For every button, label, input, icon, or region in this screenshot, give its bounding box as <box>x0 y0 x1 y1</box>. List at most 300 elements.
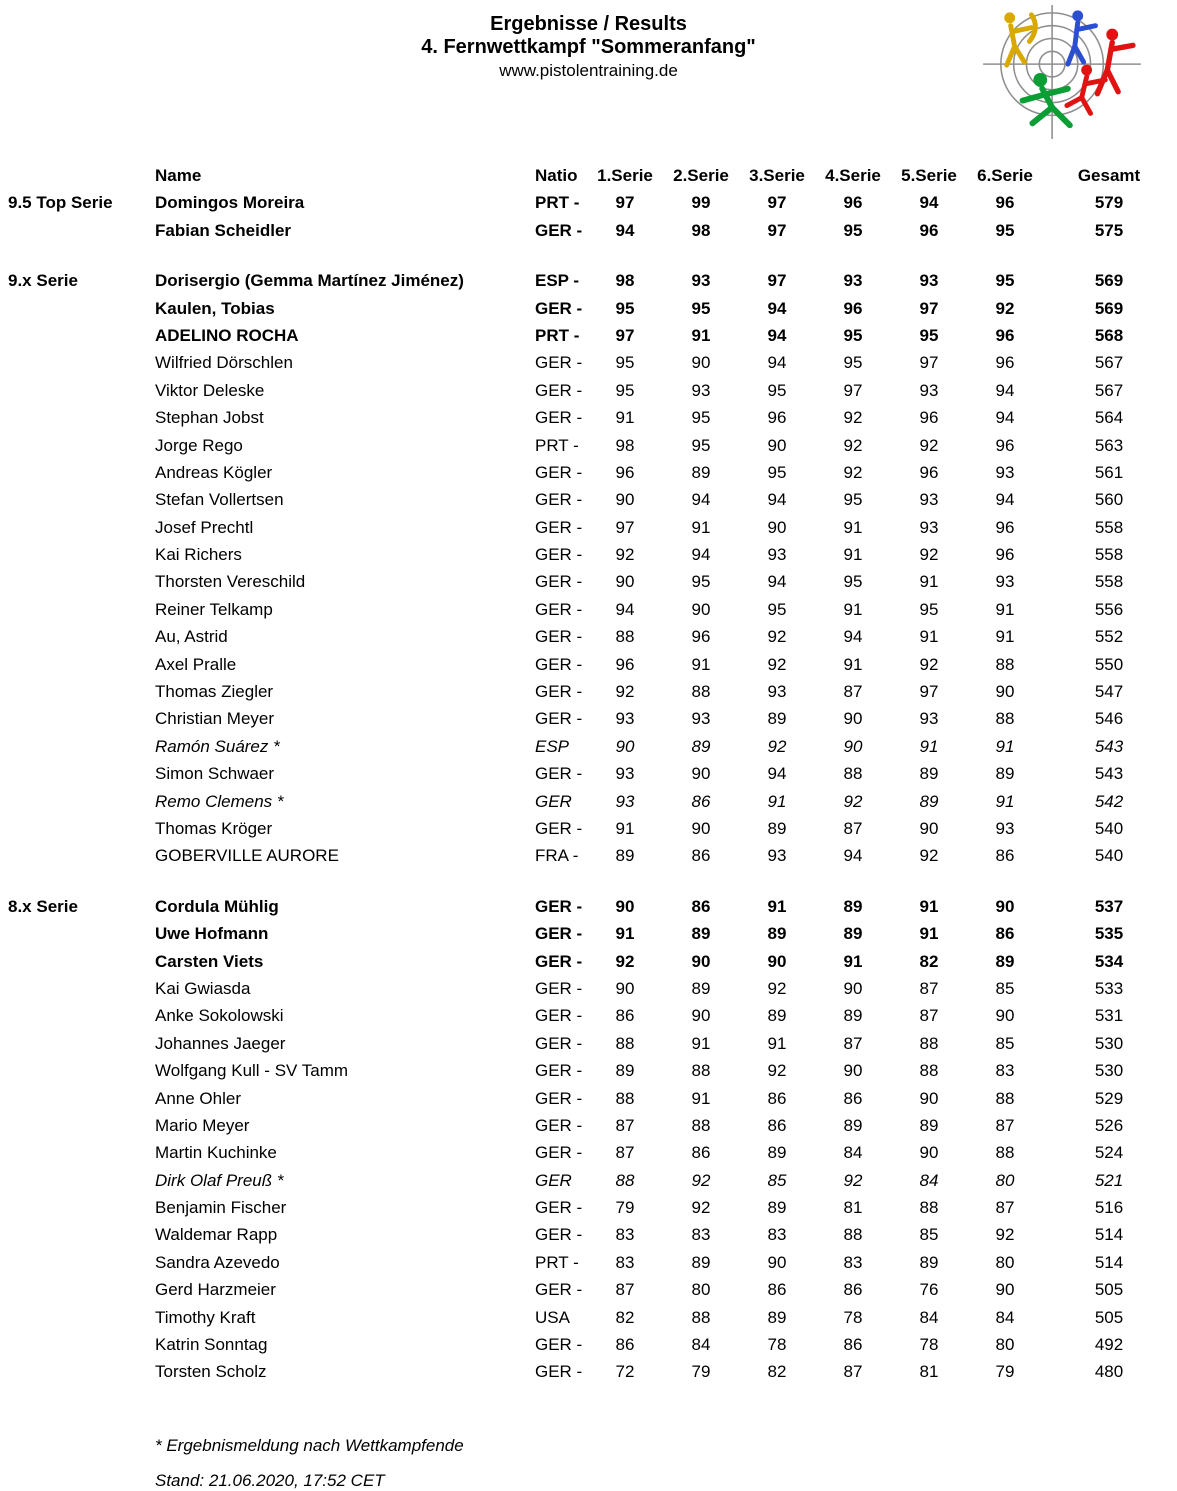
serie5-score: 87 <box>919 1006 939 1026</box>
table-row <box>8 1221 1177 1248</box>
serie4-score: 86 <box>843 1335 863 1355</box>
shooter-name: Fabian Scheidler <box>155 220 292 240</box>
serie1-score: 89 <box>615 1061 635 1081</box>
shooter-name: Anne Ohler <box>155 1088 241 1108</box>
serie3-score: 96 <box>767 408 787 428</box>
serie5-score: 78 <box>919 1335 939 1355</box>
shooter-name: Mario Meyer <box>155 1115 250 1135</box>
serie4-score: 90 <box>843 978 863 998</box>
serie6-score: 93 <box>995 818 1015 838</box>
serie1-score: 91 <box>615 818 635 838</box>
footer <box>0 1436 1177 1491</box>
serie1-score: 95 <box>615 298 635 318</box>
column-header-serie4: 4.Serie <box>825 166 881 185</box>
nation-code: USA <box>535 1307 570 1327</box>
serie5-score: 87 <box>919 978 939 998</box>
serie3-score: 95 <box>767 599 787 619</box>
table-row <box>8 760 1177 787</box>
serie6-score: 88 <box>995 654 1015 674</box>
serie6-score: 92 <box>995 1225 1015 1245</box>
serie3-score: 97 <box>767 271 787 291</box>
serie2-score: 95 <box>691 572 711 592</box>
serie4-score: 78 <box>843 1307 863 1327</box>
nation-code: GER - <box>535 1115 583 1135</box>
serie4-score: 89 <box>843 1006 863 1026</box>
nation-code: GER - <box>535 572 583 592</box>
serie6-score: 92 <box>995 298 1015 318</box>
serie6-score: 90 <box>995 682 1015 702</box>
serie6-score: 96 <box>995 325 1015 345</box>
serie4-score: 90 <box>843 736 863 756</box>
serie4-score: 81 <box>843 1198 863 1218</box>
total-score: 480 <box>1094 1362 1124 1382</box>
serie6-score: 94 <box>995 380 1015 400</box>
serie1-score: 87 <box>615 1115 635 1135</box>
serie6-score: 91 <box>995 791 1015 811</box>
serie5-score: 89 <box>919 791 939 811</box>
serie2-score: 84 <box>691 1335 711 1355</box>
serie5-score: 93 <box>919 271 939 291</box>
total-score: 505 <box>1094 1280 1124 1300</box>
serie4-score: 91 <box>843 545 863 565</box>
serie6-score: 89 <box>995 764 1015 784</box>
nation-code: GER - <box>535 1143 583 1163</box>
serie5-score: 82 <box>919 951 939 971</box>
serie6-score: 91 <box>995 736 1015 756</box>
table-row <box>8 1167 1177 1194</box>
serie6-score: 94 <box>995 408 1015 428</box>
table-row <box>8 486 1177 513</box>
serie4-score: 92 <box>843 791 863 811</box>
serie1-score: 93 <box>615 764 635 784</box>
serie6-score: 86 <box>995 924 1015 944</box>
serie2-score: 99 <box>691 193 711 213</box>
serie1-score: 90 <box>615 736 635 756</box>
shooter-name: Remo Clemens * <box>155 791 284 811</box>
serie2-score: 95 <box>691 408 711 428</box>
serie1-score: 88 <box>615 1170 635 1190</box>
column-header-name: Name <box>155 166 202 185</box>
shooter-name: Sandra Azevedo <box>155 1252 280 1272</box>
serie4-score: 92 <box>843 408 863 428</box>
serie4-score: 88 <box>843 1225 863 1245</box>
serie2-score: 95 <box>691 435 711 455</box>
nation-code: GER - <box>535 1280 583 1300</box>
nation-code: GER - <box>535 298 583 318</box>
table-row <box>8 623 1177 650</box>
shooter-pictogram-blue <box>1068 10 1096 64</box>
serie2-score: 86 <box>691 846 711 866</box>
serie6-score: 89 <box>995 951 1015 971</box>
serie4-score: 89 <box>843 896 863 916</box>
total-score: 563 <box>1094 435 1124 455</box>
serie3-score: 94 <box>767 353 787 373</box>
serie2-score: 94 <box>691 545 711 565</box>
shooter-name: Torsten Scholz <box>155 1362 267 1382</box>
nation-code: GER - <box>535 764 583 784</box>
serie2-score: 93 <box>691 709 711 729</box>
serie3-score: 95 <box>767 462 787 482</box>
serie3-score: 85 <box>767 1170 787 1190</box>
serie5-score: 92 <box>919 654 939 674</box>
group-label: 9.x Serie <box>8 271 78 291</box>
shooter-name: Martin Kuchinke <box>155 1143 277 1163</box>
nation-code: GER - <box>535 978 583 998</box>
red-shooter-head <box>1106 29 1118 41</box>
footnote: * Ergebnismeldung nach Wettkampfende <box>155 1435 464 1455</box>
serie4-score: 95 <box>843 572 863 592</box>
shooter-name: Thomas Ziegler <box>155 682 274 702</box>
serie1-score: 98 <box>615 435 635 455</box>
serie2-score: 90 <box>691 353 711 373</box>
shooter-name: Simon Schwaer <box>155 764 275 784</box>
serie5-score: 97 <box>919 298 939 318</box>
nation-code: GER - <box>535 517 583 537</box>
serie1-score: 92 <box>615 545 635 565</box>
shooter-name: Christian Meyer <box>155 709 275 729</box>
table-row <box>8 1249 1177 1276</box>
shooter-name: Dorisergio (Gemma Martínez Jiménez) <box>155 271 464 291</box>
serie1-score: 96 <box>615 654 635 674</box>
serie5-score: 94 <box>919 193 939 213</box>
serie4-score: 96 <box>843 298 863 318</box>
serie1-score: 87 <box>615 1280 635 1300</box>
table-row <box>8 1139 1177 1166</box>
serie5-score: 93 <box>919 517 939 537</box>
serie3-score: 95 <box>767 380 787 400</box>
total-score: 547 <box>1094 682 1124 702</box>
serie1-score: 83 <box>615 1252 635 1272</box>
serie1-score: 90 <box>615 572 635 592</box>
table-row <box>8 1194 1177 1221</box>
serie5-score: 92 <box>919 846 939 866</box>
serie1-score: 93 <box>615 709 635 729</box>
shooter-name: Anke Sokolowski <box>155 1006 284 1026</box>
table-row <box>8 322 1177 349</box>
serie3-score: 89 <box>767 818 787 838</box>
serie1-score: 90 <box>615 490 635 510</box>
blue-shooter-head <box>1072 10 1083 21</box>
nation-code: GER - <box>535 1061 583 1081</box>
serie6-score: 93 <box>995 572 1015 592</box>
serie4-score: 86 <box>843 1280 863 1300</box>
shooter-name: Dirk Olaf Preuß * <box>155 1170 284 1190</box>
serie3-score: 94 <box>767 764 787 784</box>
serie4-score: 95 <box>843 490 863 510</box>
serie5-score: 91 <box>919 572 939 592</box>
shooter-name: Stefan Vollertsen <box>155 490 284 510</box>
serie1-score: 92 <box>615 682 635 702</box>
shooter-name: GOBERVILLE AURORE <box>155 846 339 866</box>
serie6-score: 95 <box>995 271 1015 291</box>
total-score: 537 <box>1094 896 1124 916</box>
table-row <box>8 1085 1177 1112</box>
table-row <box>8 651 1177 678</box>
shooter-name: Thomas Kröger <box>155 818 273 838</box>
serie3-score: 92 <box>767 736 787 756</box>
total-score: 521 <box>1094 1170 1124 1190</box>
total-score: 561 <box>1094 462 1124 482</box>
shooter-name: Johannes Jaeger <box>155 1033 286 1053</box>
table-row <box>8 189 1177 216</box>
serie4-score: 87 <box>843 1362 863 1382</box>
total-score: 564 <box>1094 408 1124 428</box>
nation-code: GER - <box>535 599 583 619</box>
table-row <box>8 377 1177 404</box>
serie5-score: 92 <box>919 545 939 565</box>
serie6-score: 83 <box>995 1061 1015 1081</box>
runner-pictogram-green <box>1023 73 1070 125</box>
nation-code: PRT - <box>535 1252 579 1272</box>
serie6-score: 80 <box>995 1252 1015 1272</box>
serie1-score: 88 <box>615 1033 635 1053</box>
shooter-name: Andreas Kögler <box>155 462 273 482</box>
total-score: 579 <box>1094 193 1124 213</box>
serie3-score: 89 <box>767 924 787 944</box>
serie3-score: 94 <box>767 325 787 345</box>
nation-code: FRA - <box>535 846 579 866</box>
serie5-score: 97 <box>919 682 939 702</box>
total-score: 526 <box>1094 1115 1124 1135</box>
serie1-score: 90 <box>615 978 635 998</box>
total-score: 524 <box>1094 1143 1124 1163</box>
serie6-score: 91 <box>995 627 1015 647</box>
nation-code: GER - <box>535 408 583 428</box>
serie4-score: 91 <box>843 951 863 971</box>
shooter-name: Carsten Viets <box>155 951 264 971</box>
serie4-score: 83 <box>843 1252 863 1272</box>
serie6-score: 96 <box>995 435 1015 455</box>
serie6-score: 80 <box>995 1335 1015 1355</box>
total-score: 568 <box>1094 325 1124 345</box>
table-row <box>8 267 1177 294</box>
table-header-row <box>8 162 1177 189</box>
group-label: 8.x Serie <box>8 896 78 916</box>
serie3-score: 90 <box>767 1252 787 1272</box>
total-score: 556 <box>1094 599 1124 619</box>
table-row <box>8 295 1177 322</box>
shooter-name: Ramón Suárez * <box>155 736 280 756</box>
serie2-score: 91 <box>691 1033 711 1053</box>
site-url: www.pistolentraining.de <box>499 61 678 80</box>
nation-code: GER - <box>535 462 583 482</box>
serie1-score: 88 <box>615 627 635 647</box>
serie1-score: 93 <box>615 791 635 811</box>
serie4-score: 87 <box>843 1033 863 1053</box>
total-score: 542 <box>1094 791 1124 811</box>
serie2-score: 88 <box>691 682 711 702</box>
serie1-score: 94 <box>615 599 635 619</box>
serie6-score: 87 <box>995 1115 1015 1135</box>
archer-head <box>1004 12 1015 23</box>
column-header-nation: Natio <box>535 166 578 185</box>
serie5-score: 91 <box>919 627 939 647</box>
table-row <box>8 815 1177 842</box>
total-score: 514 <box>1094 1225 1124 1245</box>
serie6-score: 88 <box>995 1088 1015 1108</box>
table-row <box>8 788 1177 815</box>
serie2-score: 88 <box>691 1307 711 1327</box>
serie3-score: 89 <box>767 1198 787 1218</box>
table-row <box>8 1304 1177 1331</box>
table-row <box>8 893 1177 920</box>
serie6-score: 85 <box>995 1033 1015 1053</box>
shooter-name: Reiner Telkamp <box>155 599 273 619</box>
table-row <box>8 404 1177 431</box>
serie2-score: 91 <box>691 1088 711 1108</box>
column-header-serie5: 5.Serie <box>901 166 957 185</box>
serie2-score: 86 <box>691 896 711 916</box>
total-score: 543 <box>1094 764 1124 784</box>
serie6-score: 88 <box>995 709 1015 729</box>
column-header-serie6: 6.Serie <box>977 166 1033 185</box>
archer-pictogram-yellow <box>1004 12 1035 65</box>
nation-code: GER <box>535 791 572 811</box>
table-row <box>8 217 1177 244</box>
serie3-score: 83 <box>767 1225 787 1245</box>
total-score: 569 <box>1094 271 1124 291</box>
serie2-score: 88 <box>691 1061 711 1081</box>
page-title: Ergebnisse / Results <box>490 13 687 35</box>
serie3-score: 89 <box>767 1143 787 1163</box>
shooter-name: Katrin Sonntag <box>155 1335 268 1355</box>
serie3-score: 93 <box>767 846 787 866</box>
nation-code: GER - <box>535 709 583 729</box>
serie2-score: 94 <box>691 490 711 510</box>
serie5-score: 89 <box>919 764 939 784</box>
serie5-score: 97 <box>919 353 939 373</box>
serie3-score: 91 <box>767 896 787 916</box>
total-score: 567 <box>1094 380 1124 400</box>
serie3-score: 93 <box>767 545 787 565</box>
serie1-score: 83 <box>615 1225 635 1245</box>
serie1-score: 91 <box>615 924 635 944</box>
serie6-score: 91 <box>995 599 1015 619</box>
serie4-score: 92 <box>843 462 863 482</box>
timestamp: Stand: 21.06.2020, 17:52 CET <box>155 1470 385 1490</box>
serie3-score: 92 <box>767 654 787 674</box>
serie2-score: 93 <box>691 271 711 291</box>
table-row <box>8 1002 1177 1029</box>
serie5-score: 88 <box>919 1061 939 1081</box>
serie5-score: 92 <box>919 435 939 455</box>
nation-code: GER - <box>535 1362 583 1382</box>
total-score: 552 <box>1094 627 1124 647</box>
total-score: 540 <box>1094 818 1124 838</box>
serie6-score: 79 <box>995 1362 1015 1382</box>
serie3-score: 86 <box>767 1115 787 1135</box>
nation-code: GER - <box>535 380 583 400</box>
serie6-score: 84 <box>995 1307 1015 1327</box>
serie4-score: 97 <box>843 380 863 400</box>
shooter-name: Kaulen, Tobias <box>155 298 275 318</box>
serie4-score: 92 <box>843 435 863 455</box>
nation-code: GER - <box>535 1006 583 1026</box>
total-score: 567 <box>1094 353 1124 373</box>
shooter-name: Viktor Deleske <box>155 380 265 400</box>
nation-code: GER - <box>535 220 583 240</box>
serie1-score: 86 <box>615 1335 635 1355</box>
kneeling-shooter-head <box>1081 65 1092 76</box>
serie5-score: 84 <box>919 1170 939 1190</box>
serie3-score: 97 <box>767 220 787 240</box>
serie5-score: 76 <box>919 1280 939 1300</box>
nation-code: GER <box>535 1170 572 1190</box>
serie1-score: 95 <box>615 353 635 373</box>
nation-code: GER - <box>535 353 583 373</box>
serie2-score: 98 <box>691 220 711 240</box>
total-score: 492 <box>1094 1335 1124 1355</box>
serie4-score: 87 <box>843 682 863 702</box>
serie2-score: 89 <box>691 462 711 482</box>
shooter-name: ADELINO ROCHA <box>155 325 299 345</box>
table-row <box>8 948 1177 975</box>
serie4-score: 91 <box>843 599 863 619</box>
serie3-score: 86 <box>767 1088 787 1108</box>
shooter-name: Benjamin Fischer <box>155 1198 287 1218</box>
shooter-name: Axel Pralle <box>155 654 237 674</box>
serie2-score: 91 <box>691 654 711 674</box>
serie3-score: 90 <box>767 517 787 537</box>
club-logo <box>975 3 1143 141</box>
serie5-score: 85 <box>919 1225 939 1245</box>
shooter-name: Stephan Jobst <box>155 408 264 428</box>
total-score: 560 <box>1094 490 1124 510</box>
total-score: 543 <box>1094 736 1124 756</box>
nation-code: GER - <box>535 896 583 916</box>
serie3-score: 89 <box>767 1006 787 1026</box>
shooter-name: Kai Gwiasda <box>155 978 251 998</box>
serie2-score: 90 <box>691 1006 711 1026</box>
column-header-serie3: 3.Serie <box>749 166 805 185</box>
serie3-score: 94 <box>767 298 787 318</box>
serie1-score: 94 <box>615 220 635 240</box>
serie2-score: 90 <box>691 764 711 784</box>
nation-code: GER - <box>535 818 583 838</box>
nation-code: PRT - <box>535 193 580 213</box>
serie1-score: 97 <box>615 325 635 345</box>
shooter-name: Wolfgang Kull - SV Tamm <box>155 1061 349 1081</box>
column-header-gesamt: Gesamt <box>1077 166 1141 185</box>
table-row <box>8 705 1177 732</box>
shooter-name: Au, Astrid <box>155 627 228 647</box>
serie2-score: 86 <box>691 791 711 811</box>
nation-code: GER - <box>535 1088 583 1108</box>
table-row <box>8 349 1177 376</box>
serie2-score: 88 <box>691 1115 711 1135</box>
serie1-score: 96 <box>615 462 635 482</box>
serie4-score: 94 <box>843 846 863 866</box>
serie6-score: 96 <box>995 193 1015 213</box>
total-score: 546 <box>1094 709 1124 729</box>
shooter-name: Domingos Moreira <box>155 193 305 213</box>
serie6-score: 85 <box>995 978 1015 998</box>
serie1-score: 87 <box>615 1143 635 1163</box>
serie1-score: 72 <box>615 1362 635 1382</box>
serie1-score: 97 <box>615 517 635 537</box>
total-score: 558 <box>1094 545 1124 565</box>
serie1-score: 88 <box>615 1088 635 1108</box>
serie1-score: 89 <box>615 846 635 866</box>
serie2-score: 86 <box>691 1143 711 1163</box>
shooter-name: Waldemar Rapp <box>155 1225 278 1245</box>
serie3-score: 92 <box>767 978 787 998</box>
serie3-score: 89 <box>767 709 787 729</box>
table-row <box>8 596 1177 623</box>
shooter-name: Uwe Hofmann <box>155 924 269 944</box>
serie3-score: 91 <box>767 791 787 811</box>
nation-code: ESP <box>535 736 570 756</box>
